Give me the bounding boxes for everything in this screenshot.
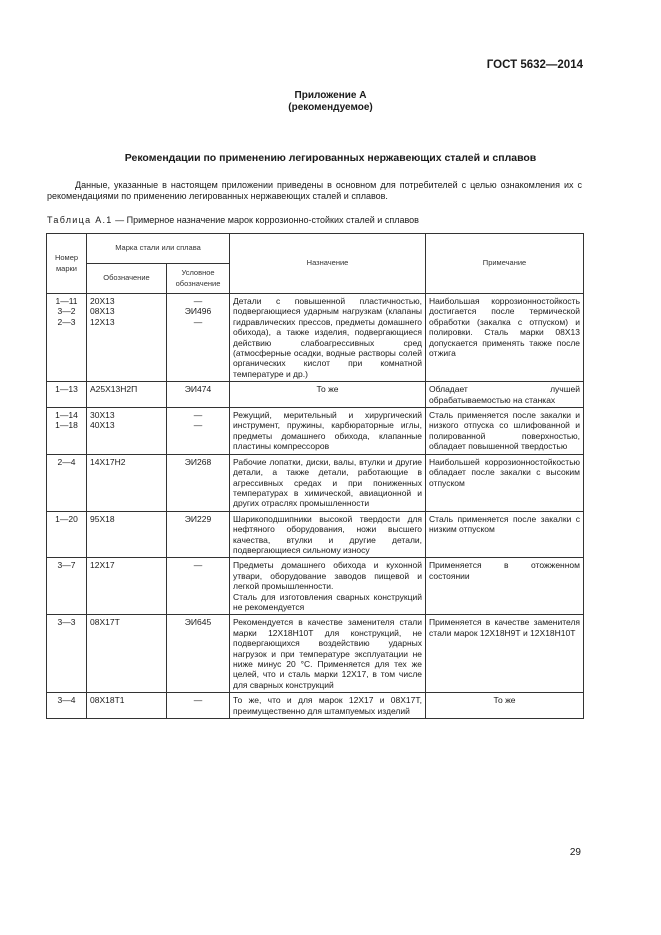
cell-conventional: ЭИ268 — [167, 454, 230, 511]
cell-designation: 30Х13 40Х13 — [87, 408, 167, 455]
intro-paragraph: Данные, указанные в настоящем приложении приведены в основном для потребителей с целью ознакомления их с рекомендациями по применению легированных нержавеющих сталей и сплавов. — [47, 180, 582, 201]
header-note: Примечание — [426, 234, 584, 294]
header-steel-grade: Марка стали или сплава — [87, 234, 230, 264]
header-conventional: Условное обозначение — [167, 264, 230, 294]
table-caption-text: — Примерное назначение марок коррозионно-стойких сталей и сплавов — [112, 215, 419, 225]
cell-purpose: Рекомендуется в качестве заменителя стали марки 12Х18Н10Т для конструкций, не подвергающихся воздействию ударных нагрузок и при температуре эксплуатации не ниже минус 20 °С. Применяется для тех же целей, что и сталь марки 12Х17, в том числе для сварных конструкций — [230, 615, 426, 693]
cell-grade-number: 3—4 — [47, 693, 87, 719]
cell-note: Сталь применяется после закалки и низкого отпуска со шлифованной и полированной поверхностью, обладает повышенной твердостью — [426, 408, 584, 455]
cell-note: Наибольшей коррозионностойкостью обладает после закалки с высоким отпуском — [426, 454, 584, 511]
cell-conventional: — — — [167, 408, 230, 455]
appendix-subtitle: (рекомендуемое) — [288, 102, 373, 113]
table-row — [47, 382, 584, 408]
table-row — [47, 558, 584, 615]
cell-grade-number: 2—4 — [47, 454, 87, 511]
cell-designation: А25Х13Н2П — [87, 382, 167, 408]
cell-note: То же — [426, 693, 584, 719]
table-caption-label: Таблица А.1 — [47, 215, 113, 225]
table-row — [47, 511, 584, 558]
section-title: Рекомендации по применению легированных нержавеющих сталей и сплавов — [124, 152, 537, 164]
table-row — [47, 408, 584, 455]
cell-purpose: То же, что и для марок 12Х17 и 08Х17Т, преимущественно для штампуемых изделий — [230, 693, 426, 719]
cell-designation: 20Х13 08Х13 12Х13 — [87, 294, 167, 382]
table-row — [47, 693, 584, 719]
cell-designation: 08Х17Т — [87, 615, 167, 693]
cell-purpose: Режущий, мерительный и хирургический инструмент, пружины, карбюраторные иглы, предметы домашнего обихода, клапанные пластины компрессоров — [230, 408, 426, 455]
table-row — [47, 294, 584, 382]
appendix-title: Приложение А — [294, 90, 367, 101]
cell-grade-number: 1—11 3—2 2—3 — [47, 294, 87, 382]
header-grade-number: Номер марки — [47, 234, 87, 294]
standard-number: ГОСТ 5632—2014 — [486, 59, 583, 71]
cell-note: Наибольшая коррозионностойкость достигается после термической обработки (закалка с отпуском) и полировки. Сталь марки 08Х13 допускается применять также после отжига — [426, 294, 584, 382]
table-caption — [47, 215, 419, 225]
cell-designation: 08Х18Т1 — [87, 693, 167, 719]
cell-purpose: То же — [230, 382, 426, 408]
table-row — [47, 615, 584, 693]
cell-designation: 12Х17 — [87, 558, 167, 615]
cell-purpose: Детали с повышенной пластичностью, подвергающиеся ударным нагрузкам (клапаны гидравлических прессов, предметы домашнего обихода), а также изделия, подвергающиеся действию слабоагрессивных сред (атмосферные осадки, водные растворы солей органических кислот при комнатной температуре и др.) — [230, 294, 426, 382]
cell-conventional: ЭИ645 — [167, 615, 230, 693]
cell-note: Применяется в качестве заменителя стали марок 12Х18Н9Т и 12Х18Н10Т — [426, 615, 584, 693]
page-number: 29 — [569, 847, 581, 858]
cell-conventional: ЭИ474 — [167, 382, 230, 408]
cell-note: Сталь применяется после закалки с низким отпуском — [426, 511, 584, 558]
cell-grade-number: 3—3 — [47, 615, 87, 693]
header-designation: Обозначение — [87, 264, 167, 294]
cell-conventional: — ЭИ496 — — [167, 294, 230, 382]
cell-note: Применяется в отожженном состоянии — [426, 558, 584, 615]
cell-grade-number: 1—13 — [47, 382, 87, 408]
cell-designation: 95Х18 — [87, 511, 167, 558]
appendix-heading — [0, 90, 661, 114]
cell-conventional: — — [167, 693, 230, 719]
cell-grade-number: 1—14 1—18 — [47, 408, 87, 455]
header-purpose: Назначение — [230, 234, 426, 294]
cell-purpose: Предметы домашнего обихода и кухонной утвари, оборудование заводов пищевой и легкой промышленности. Сталь для изготовления сварных конструкций не рекомендуется — [230, 558, 426, 615]
cell-conventional: — — [167, 558, 230, 615]
cell-note: Обладает лучшей обрабатываемостью на станках — [426, 382, 584, 408]
cell-purpose: Шарикоподшипники высокой твердости для нефтяного оборудования, ножи высшего качества, втулки и другие детали, подвергающиеся сильному износу — [230, 511, 426, 558]
cell-purpose: Рабочие лопатки, диски, валы, втулки и другие детали, а также детали, работающие в агрессивных средах и при пониженных температурах в химической, авиационной и других отраслях промышленности — [230, 454, 426, 511]
cell-conventional: ЭИ229 — [167, 511, 230, 558]
steel-grades-table — [46, 233, 584, 719]
cell-designation: 14Х17Н2 — [87, 454, 167, 511]
table-row — [47, 454, 584, 511]
cell-grade-number: 3—7 — [47, 558, 87, 615]
cell-grade-number: 1—20 — [47, 511, 87, 558]
